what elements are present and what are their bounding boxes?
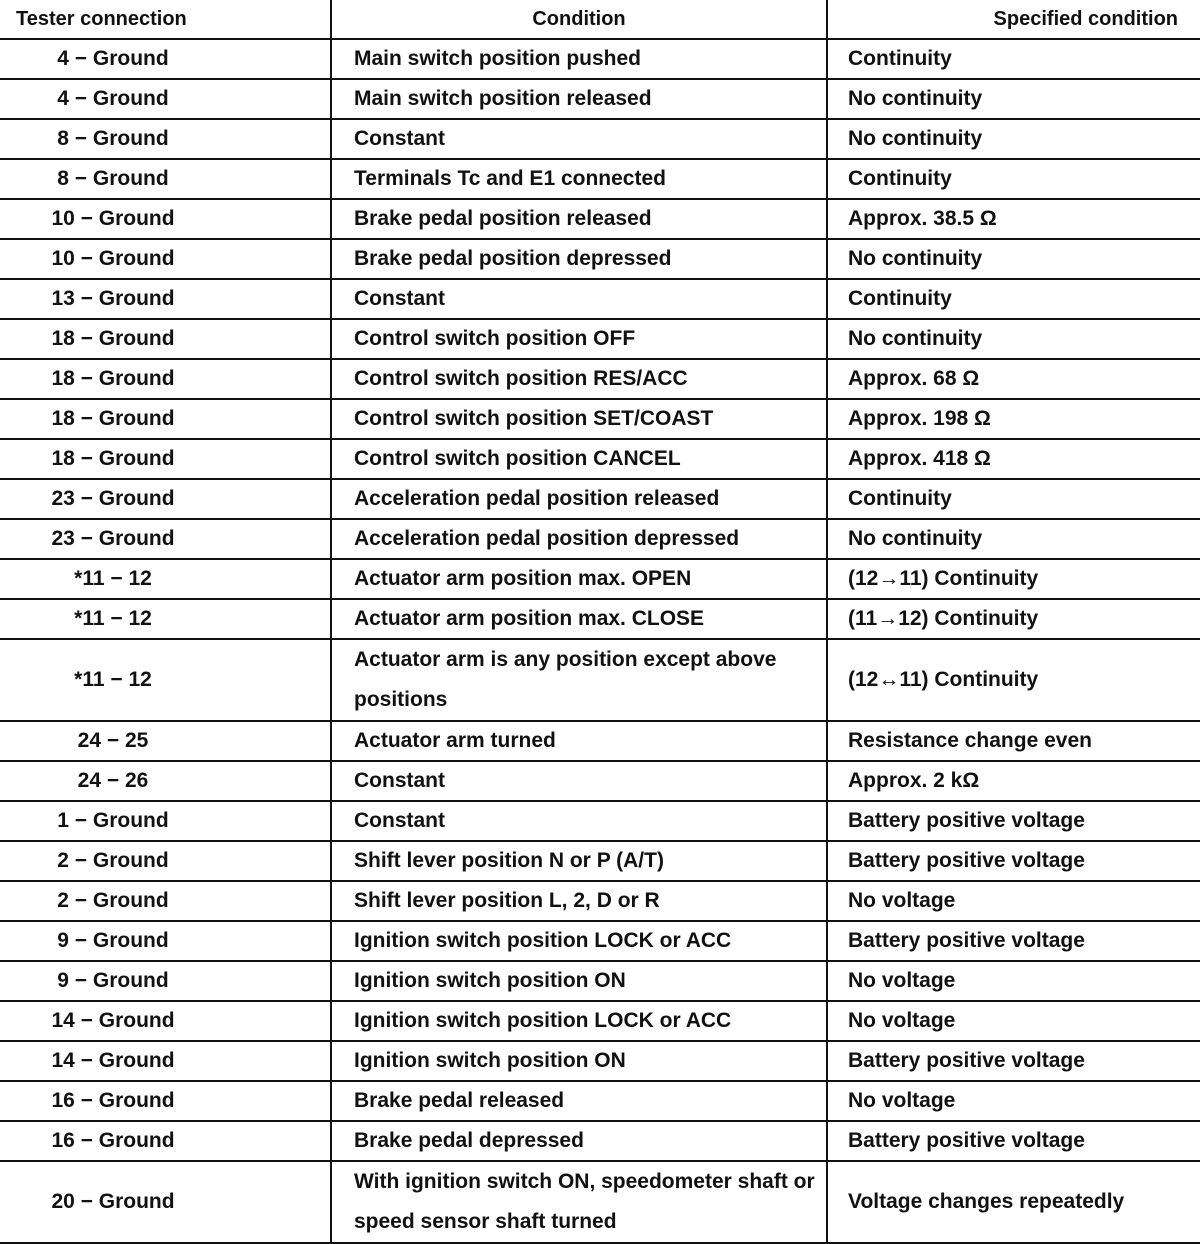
cell-condition: Actuator arm position max. CLOSE: [331, 599, 827, 639]
cell-connection: [0, 721, 331, 761]
table-row: [0, 439, 1200, 479]
connection-text: 1 − Ground: [57, 809, 169, 832]
connection-text: *11 − 12: [74, 607, 152, 630]
table-row: [0, 1161, 1200, 1243]
cell-connection: [0, 1161, 331, 1243]
connection-text: 18 − Ground: [51, 407, 175, 430]
cell-specified: Continuity: [827, 159, 1200, 199]
table-row: [0, 79, 1200, 119]
cell-condition: Actuator arm is any position except above positions: [331, 639, 827, 721]
cell-condition: Brake pedal position released: [331, 199, 827, 239]
cell-condition: Constant: [331, 801, 827, 841]
cell-condition: Shift lever position N or P (A/T): [331, 841, 827, 881]
connection-text: 18 − Ground: [51, 327, 175, 350]
connection-text: 10 − Ground: [51, 207, 175, 230]
cell-specified: Approx. 38.5 Ω: [827, 199, 1200, 239]
table-body: [0, 39, 1200, 1243]
connection-text: 10 − Ground: [51, 247, 175, 270]
cell-connection: [0, 279, 331, 319]
connection-text: 16 − Ground: [51, 1089, 175, 1112]
cell-connection: [0, 801, 331, 841]
table-row: [0, 359, 1200, 399]
cell-condition: Constant: [331, 119, 827, 159]
connection-text: *11 − 12: [74, 668, 152, 691]
cell-connection: [0, 1081, 331, 1121]
cell-connection: [0, 39, 331, 79]
cell-condition: Main switch position pushed: [331, 39, 827, 79]
table-row: [0, 921, 1200, 961]
cell-specified: Voltage changes repeatedly: [827, 1161, 1200, 1243]
table-row: [0, 199, 1200, 239]
cell-condition: Actuator arm turned: [331, 721, 827, 761]
cell-condition: Constant: [331, 761, 827, 801]
cell-condition: Control switch position CANCEL: [331, 439, 827, 479]
table-row: [0, 119, 1200, 159]
cell-condition: Brake pedal released: [331, 1081, 827, 1121]
cell-connection: [0, 119, 331, 159]
table-row: [0, 399, 1200, 439]
connection-text: 9 − Ground: [57, 929, 169, 952]
connection-text: 2 − Ground: [57, 889, 169, 912]
cell-specified: Battery positive voltage: [827, 1041, 1200, 1081]
table-row: [0, 159, 1200, 199]
connection-text: 23 − Ground: [51, 487, 175, 510]
cell-specified: (12↔11) Continuity: [827, 639, 1200, 721]
cell-specified: No voltage: [827, 881, 1200, 921]
cell-specified: Battery positive voltage: [827, 841, 1200, 881]
connection-text: 16 − Ground: [51, 1129, 175, 1152]
cell-specified: Continuity: [827, 39, 1200, 79]
connection-text: 18 − Ground: [51, 447, 175, 470]
table-row: [0, 961, 1200, 1001]
table-row: [0, 559, 1200, 599]
cell-specified: Approx. 2 kΩ: [827, 761, 1200, 801]
table-row: [0, 721, 1200, 761]
cell-connection: [0, 921, 331, 961]
table-row: [0, 1081, 1200, 1121]
cell-condition: Main switch position released: [331, 79, 827, 119]
table-row: [0, 519, 1200, 559]
cell-specified: No continuity: [827, 319, 1200, 359]
cell-connection: [0, 1121, 331, 1161]
cell-specified: Battery positive voltage: [827, 1121, 1200, 1161]
cell-specified: Battery positive voltage: [827, 801, 1200, 841]
cell-connection: [0, 761, 331, 801]
cell-specified: No continuity: [827, 79, 1200, 119]
cell-specified: Continuity: [827, 479, 1200, 519]
cell-connection: [0, 1041, 331, 1081]
table-row: [0, 761, 1200, 801]
cell-connection: [0, 239, 331, 279]
cell-condition: Control switch position SET/COAST: [331, 399, 827, 439]
cell-connection: [0, 439, 331, 479]
cell-connection: [0, 519, 331, 559]
cell-connection: [0, 881, 331, 921]
cell-connection: [0, 479, 331, 519]
cell-condition: Actuator arm position max. OPEN: [331, 559, 827, 599]
table-row: [0, 319, 1200, 359]
cell-condition: Acceleration pedal position depressed: [331, 519, 827, 559]
cell-connection: [0, 199, 331, 239]
cell-condition: Terminals Tc and E1 connected: [331, 159, 827, 199]
connection-text: 24 − 25: [77, 729, 149, 752]
cell-connection: [0, 359, 331, 399]
connection-text: 13 − Ground: [51, 287, 175, 310]
connection-text: 9 − Ground: [57, 969, 169, 992]
cell-specified: No voltage: [827, 1001, 1200, 1041]
cell-specified: Continuity: [827, 279, 1200, 319]
table-row: [0, 279, 1200, 319]
table-row: [0, 1121, 1200, 1161]
cell-specified: No continuity: [827, 519, 1200, 559]
cell-condition: Brake pedal position depressed: [331, 239, 827, 279]
cell-specified: (12→11) Continuity: [827, 559, 1200, 599]
header-condition: Condition: [331, 0, 827, 39]
cell-specified: No continuity: [827, 119, 1200, 159]
cell-condition: Acceleration pedal position released: [331, 479, 827, 519]
table-row: [0, 239, 1200, 279]
cell-connection: [0, 159, 331, 199]
cell-connection: [0, 841, 331, 881]
cell-connection: [0, 319, 331, 359]
cell-connection: [0, 559, 331, 599]
cell-specified: (11→12) Continuity: [827, 599, 1200, 639]
table-row: [0, 801, 1200, 841]
connection-text: 23 − Ground: [51, 527, 175, 550]
cell-condition: With ignition switch ON, speedometer shaft or speed sensor shaft turned: [331, 1161, 827, 1243]
connection-text: 14 − Ground: [51, 1049, 175, 1072]
header-tester-connection: Tester connection: [0, 0, 331, 39]
cell-condition: Brake pedal depressed: [331, 1121, 827, 1161]
cell-specified: Approx. 198 Ω: [827, 399, 1200, 439]
cell-condition: Ignition switch position ON: [331, 1041, 827, 1081]
connection-text: 24 − 26: [77, 769, 149, 792]
header-specified-condition: Specified condition: [827, 0, 1200, 39]
table-header: [0, 0, 1200, 39]
table-row: [0, 639, 1200, 721]
cell-condition: Ignition switch position ON: [331, 961, 827, 1001]
connection-text: 8 − Ground: [57, 167, 169, 190]
connection-text: 4 − Ground: [57, 47, 169, 70]
cell-specified: No voltage: [827, 961, 1200, 1001]
table-row: [0, 599, 1200, 639]
table-row: [0, 841, 1200, 881]
connection-text: 20 − Ground: [51, 1190, 175, 1213]
cell-condition: Constant: [331, 279, 827, 319]
connection-text: 2 − Ground: [57, 849, 169, 872]
cell-connection: [0, 961, 331, 1001]
cell-condition: Shift lever position L, 2, D or R: [331, 881, 827, 921]
cell-specified: No voltage: [827, 1081, 1200, 1121]
cell-connection: [0, 1001, 331, 1041]
cell-connection: [0, 639, 331, 721]
cell-condition: Control switch position OFF: [331, 319, 827, 359]
connection-text: 18 − Ground: [51, 367, 175, 390]
cell-connection: [0, 399, 331, 439]
table-row: [0, 881, 1200, 921]
connection-text: 8 − Ground: [57, 127, 169, 150]
cell-condition: Ignition switch position LOCK or ACC: [331, 921, 827, 961]
table-row: [0, 479, 1200, 519]
cell-specified: Battery positive voltage: [827, 921, 1200, 961]
table-row: [0, 1041, 1200, 1081]
table-row: [0, 39, 1200, 79]
connection-text: 4 − Ground: [57, 87, 169, 110]
cell-specified: No continuity: [827, 239, 1200, 279]
cell-specified: Resistance change even: [827, 721, 1200, 761]
cell-specified: Approx. 418 Ω: [827, 439, 1200, 479]
cell-specified: Approx. 68 Ω: [827, 359, 1200, 399]
connection-text: 14 − Ground: [51, 1009, 175, 1032]
cell-condition: Control switch position RES/ACC: [331, 359, 827, 399]
cell-connection: [0, 599, 331, 639]
cell-connection: [0, 79, 331, 119]
cell-condition: Ignition switch position LOCK or ACC: [331, 1001, 827, 1041]
connection-text: *11 − 12: [74, 567, 152, 590]
table-row: [0, 1001, 1200, 1041]
header-row: [0, 0, 1200, 39]
